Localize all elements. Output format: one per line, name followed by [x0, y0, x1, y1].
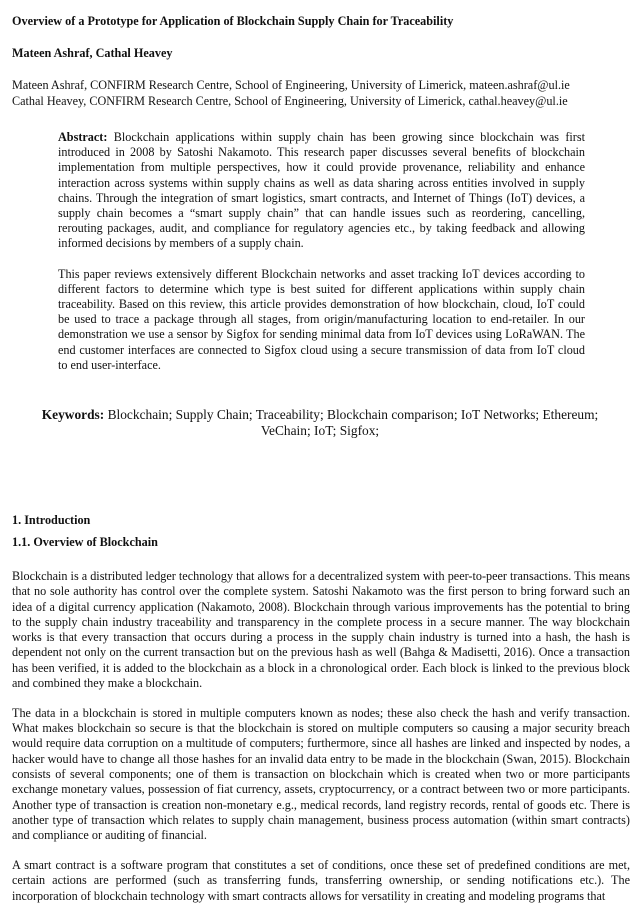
section-heading: 1. Introduction [12, 513, 91, 527]
subsection-heading: 1.1. Overview of Blockchain [12, 535, 158, 549]
abstract [58, 130, 585, 373]
affiliations [12, 78, 570, 109]
abstract-text: Blockchain applications within supply chain has been growing since blockchain was first introduced in 2008 by Satoshi Nakamoto. This research paper discusses several benefits of blockchain implementation from multiple perspectives, how it could provide provenance, reliability and enhance interaction across systems within supply chains as well as data sharing across entities involved in supply chains. Through the integration of smart logistics, smart contracts, and Internet of Things (IoT) devices, a supply chain becomes a “smart supply chain” that can handle issues such as reordering, cancelling, rerouting packages, audit, and compliance for regulatory agencies etc., by taking feedback and allowing informed decisions by members of a supply chain. [58, 130, 585, 251]
author-list: Mateen Ashraf, Cathal Heavey [12, 46, 173, 60]
affiliation-line: Cathal Heavey, CONFIRM Research Centre, School of Engineering, University of Limerick, cathal.heavey@ul.ie [12, 93, 568, 108]
body-paragraph: A smart contract is a software program that constitutes a set of conditions, once these set of predefined conditions are met, certain actions are performed (such as transferring funds, transferring ownership, or sending notifications etc.). The incorporation of blockchain technology with smart contracts allows for versatility in creating and modeling programs that [12, 858, 630, 903]
abstract-paragraph: This paper reviews extensively different Blockchain networks and asset tracking IoT devices according to different factors to determine which type is best suited for different applications within supply chain traceability. Based on this review, this article provides demonstration of how blockchain, cloud, IoT could be used to trace a package through all stages, from origin/manufacturing location to end-retailer. In our demonstration we use a sensor by Sigfox for sending minimal data from IoT devices using LoRaWAN. The end customer interfaces are connected to Sigfox cloud using a secure transmission of data from IoT cloud to end user-interface. [58, 266, 585, 372]
keywords-text: Blockchain; Supply Chain; Traceability; Blockchain comparison; IoT Networks; Ethereum; VeChain; IoT; Sigfox; [104, 407, 599, 438]
section-body [12, 569, 630, 904]
body-paragraph: The data in a blockchain is stored in multiple computers known as nodes; these also check the hash and verify transaction. What makes blockchain so secure is that the blockchain is stored on multiple computers so causing a major security breach would require data corruption on a multitude of computers; furthermore, since all hashes are linked and inspected by nodes, a hacker would have to change all those hashes for an invalid data entry to be made in the blockchain (Swan, 2015). Blockchain consists of several components; one of them is transaction on blockchain which is created when two or more participants exchange monetary values, possession of fiat currency, assets, cryptocurrency, or a contract between two or more participants. Another type of transaction is creation non-monetary e.g., medical records, land registry records, rental of goods etc. There is another type of transaction which relates to supply chain management, business process automation (within smart contracts) and compliance or auditing of financial. [12, 705, 630, 843]
abstract-paragraph [58, 130, 585, 252]
affiliation-line: Mateen Ashraf, CONFIRM Research Centre, School of Engineering, University of Limerick, mateen.ashraf@ul.ie [12, 78, 570, 92]
keywords [30, 407, 610, 439]
keywords-label: Keywords: [41, 407, 105, 422]
abstract-label: Abstract: [58, 130, 108, 144]
paper-title: Overview of a Prototype for Application of Blockchain Supply Chain for Traceability [12, 14, 454, 28]
body-paragraph: Blockchain is a distributed ledger technology that allows for a decentralized system with peer-to-peer transactions. This means that no sole authority has control over the complete system. Satoshi Nakamoto was the first person to bring forward such an idea of a digital currency application (Nakamoto, 2008). Blockchain through various improvements has the potential to bring to the supply chain industry traceability and transparency in the complete process in a secure manner. The way blockchain works is that every transaction that occurs during a process in the supply chain industry is turned into a hash, the hash is dependent not only on the current transaction but on the previous hash as well (Bahga & Madisetti, 2016). Once a transaction has been verified, it is added to the blockchain as a block in a chronological order. Each block is linked to the previous block and combined they make a blockchain. [12, 569, 630, 691]
